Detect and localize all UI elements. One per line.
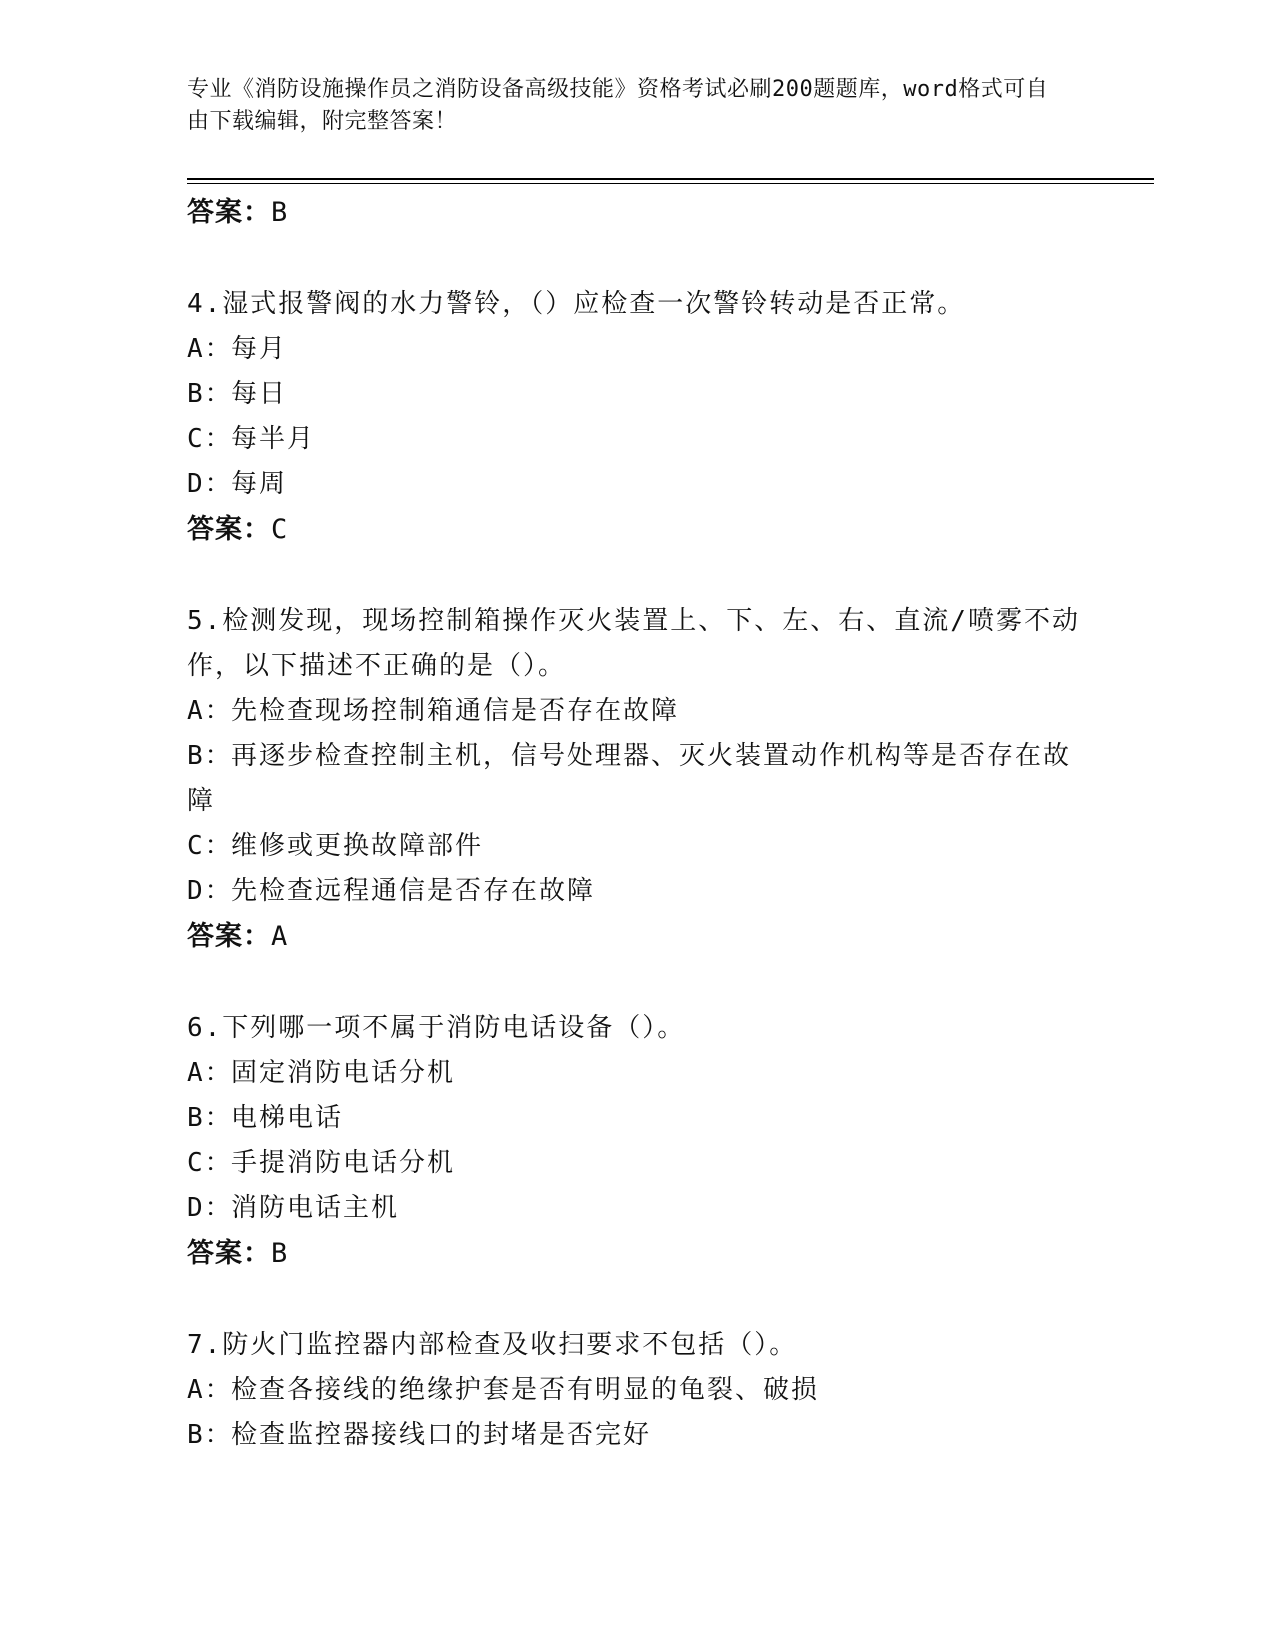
option-b xyxy=(187,372,1087,417)
option-a xyxy=(187,689,1087,734)
question-stem: 6.下列哪一项不属于消防电话设备（）。 xyxy=(187,1013,686,1043)
option-key: D： xyxy=(187,469,233,499)
answer-line xyxy=(187,190,1087,235)
option-key: D： xyxy=(187,1193,233,1223)
option-d xyxy=(187,1186,1087,1231)
option-text: 检查监控器接线口的封堵是否完好 xyxy=(231,1420,652,1450)
option-text: 电梯电话 xyxy=(231,1103,344,1133)
option-text: 固定消防电话分机 xyxy=(231,1058,456,1088)
option-key: A： xyxy=(187,334,233,364)
option-key: B： xyxy=(187,1420,233,1450)
question-stem: 7.防火门监控器内部检查及收扫要求不包括（）。 xyxy=(187,1330,798,1360)
option-key: C： xyxy=(187,831,233,861)
answer-line xyxy=(187,914,1087,959)
question-block xyxy=(187,282,1087,552)
option-key: C： xyxy=(187,1148,233,1178)
header-divider-thin xyxy=(187,183,1154,184)
answer-label: 答案： xyxy=(187,1238,271,1269)
answer-label: 答案： xyxy=(187,514,271,545)
answer-value: B xyxy=(271,1238,289,1269)
page-header: 专业《消防设施操作员之消防设备高级技能》资格考试必刷200题题库，word格式可自由下载编辑，附完整答案！ xyxy=(187,77,1049,134)
answer-value: B xyxy=(271,197,289,228)
option-key: C： xyxy=(187,424,233,454)
question-block xyxy=(187,1006,1087,1276)
option-key: D： xyxy=(187,876,233,906)
option-key: B： xyxy=(187,1103,233,1133)
option-b xyxy=(187,734,1087,824)
answer-line xyxy=(187,1231,1087,1276)
option-b xyxy=(187,1413,1087,1458)
answer-label: 答案： xyxy=(187,921,271,952)
option-text: 先检查现场控制箱通信是否存在故障 xyxy=(231,696,680,726)
option-key: A： xyxy=(187,696,233,726)
answer-value: C xyxy=(271,514,289,545)
answer-label: 答案： xyxy=(187,197,271,228)
question-stem: 5.检测发现，现场控制箱操作灭火装置上、下、左、右、直流/喷雾不动作，以下描述不正确的是（）。 xyxy=(187,606,1080,681)
answer-line xyxy=(187,507,1087,552)
option-key: B： xyxy=(187,741,233,771)
option-key: A： xyxy=(187,1375,233,1405)
header-divider xyxy=(187,178,1154,180)
option-text: 再逐步检查控制主机，信号处理器、灭火装置动作机构等是否存在故障 xyxy=(187,741,1072,816)
option-text: 维修或更换故障部件 xyxy=(231,831,484,861)
option-key: B： xyxy=(187,379,233,409)
option-c xyxy=(187,824,1087,869)
option-a xyxy=(187,327,1087,372)
option-a xyxy=(187,1051,1087,1096)
option-text: 每周 xyxy=(231,469,288,499)
question-stem: 4.湿式报警阀的水力警铃，（）应检查一次警铃转动是否正常。 xyxy=(187,289,966,319)
option-c xyxy=(187,1141,1087,1186)
option-a xyxy=(187,1368,1087,1413)
option-key: A： xyxy=(187,1058,233,1088)
option-text: 手提消防电话分机 xyxy=(231,1148,456,1178)
answer-value: A xyxy=(271,921,289,952)
document-body xyxy=(187,190,1087,1458)
option-d xyxy=(187,869,1087,914)
option-c xyxy=(187,417,1087,462)
option-d xyxy=(187,462,1087,507)
option-text: 每半月 xyxy=(231,424,316,454)
option-text: 检查各接线的绝缘护套是否有明显的龟裂、破损 xyxy=(231,1375,820,1405)
option-b xyxy=(187,1096,1087,1141)
question-block xyxy=(187,599,1087,959)
option-text: 每月 xyxy=(231,334,288,364)
option-text: 消防电话主机 xyxy=(231,1193,400,1223)
option-text: 每日 xyxy=(231,379,288,409)
question-block xyxy=(187,1323,1087,1458)
option-text: 先检查远程通信是否存在故障 xyxy=(231,876,596,906)
